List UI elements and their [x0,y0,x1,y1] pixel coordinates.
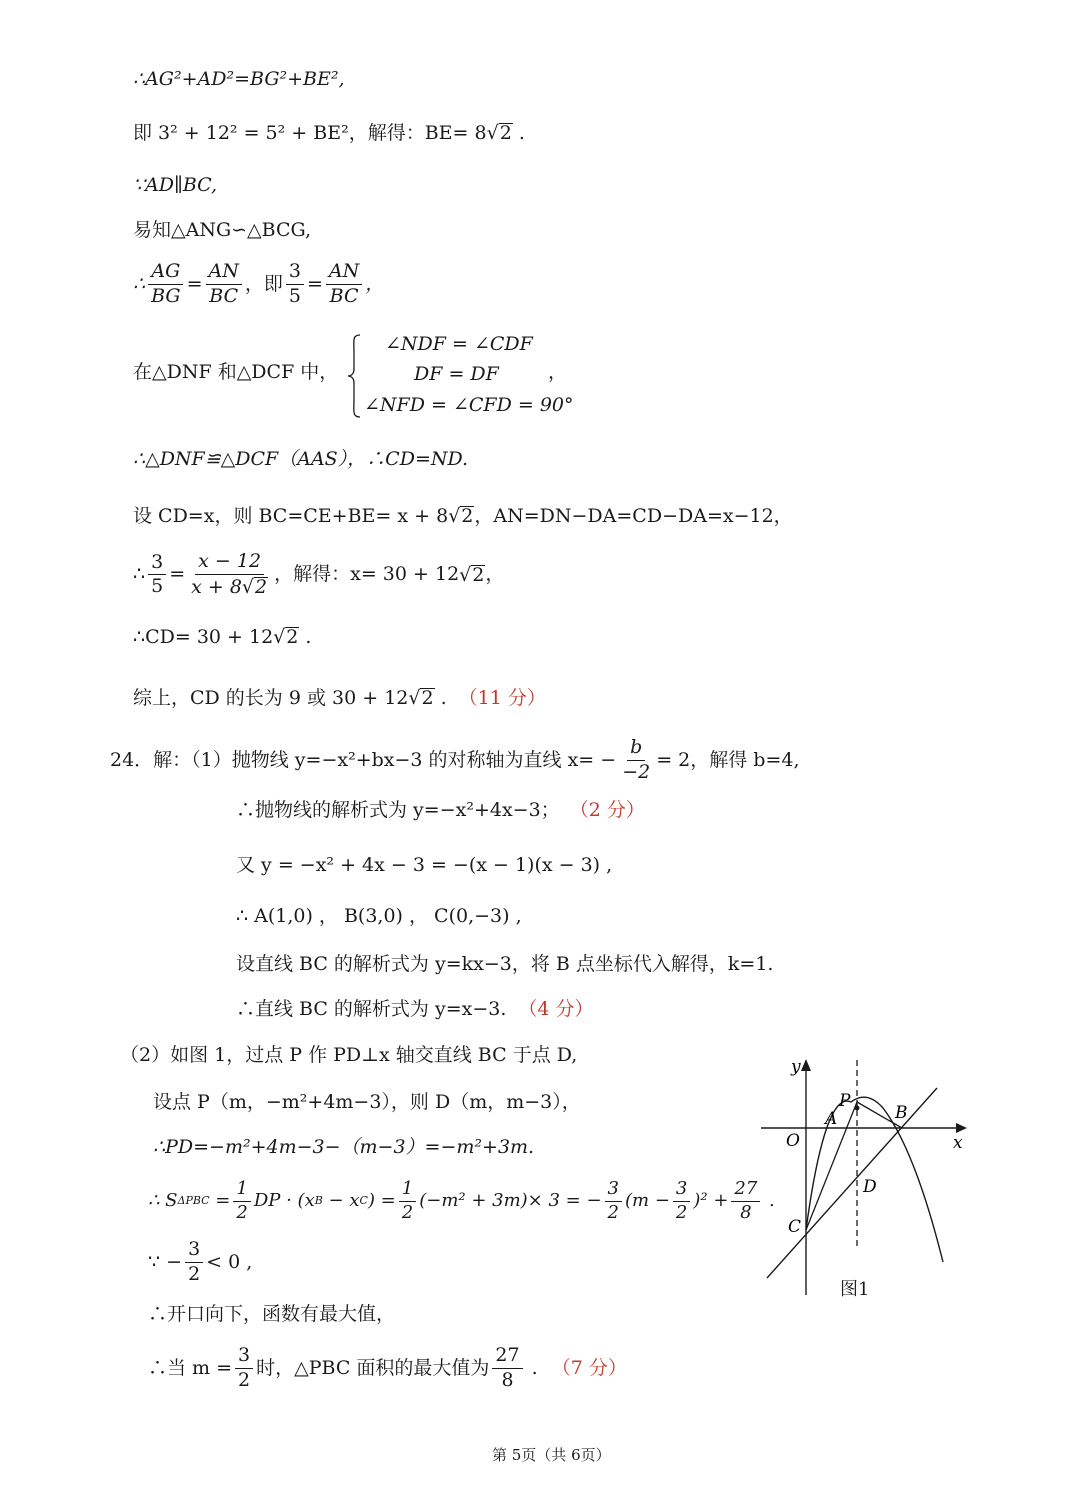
fraction-3-2-b: $\frac{3}{2}$ [673,1180,690,1223]
fraction-ag-bg: $\frac{AG}{BG}$ [148,262,184,307]
score-badge: （11 分） [458,686,546,709]
score-badge: （7 分） [551,1356,627,1379]
sqrt-2: √ 2 [459,563,485,586]
fraction-3-2-c: $\frac{3}{2}$ [185,1240,203,1285]
area-formula-line: ∴ S ΔPBC = $\frac{1}{2}$ DP · (x B − x C ) = $\frac{1}{2}$ (−m² + 3m)× 3 = − $\frac{3}{2}$ (m − $\frac{3}{2}$ )² + $\frac{27}{8}$ . [148,1178,775,1223]
fraction-b-neg2: $\frac{b}{-2}$ [622,736,651,783]
page-footer: 第 5页（共 6页） [492,1446,611,1464]
fraction-x-expression: x − 12 x + 8√ 2 [191,550,268,598]
system-row-1: ∠NDF = ∠CDF [385,333,533,355]
label-d: D [863,1177,877,1197]
label-p: P [839,1091,851,1111]
parabola-formula-line: ∴抛物线的解析式为 y=−x²+4x−3； （2 分） [236,799,645,821]
fraction-1-2: $\frac{1}{2}$ [233,1180,250,1223]
label-c: C [788,1217,802,1237]
line-bc-setup: 设直线 BC 的解析式为 y=kx−3，将 B 点坐标代入解得，k=1. [236,953,774,975]
equation-line-1: ∴AG²+AD²=BG²+BE², [133,68,345,90]
equation-line-10: ∴CD= 30 + 12 √ 2 . [133,625,312,648]
equation-line-2: 即 3² + 12² = 5² + BE²，解得：BE= 8 √ 2 . [133,121,525,144]
max-area-line: ∴当 m = $\frac{3}{2}$ 时，△PBC 面积的最大值为 $\frac{27}{8}$ . （7 分） [148,1344,627,1391]
label-x: x [953,1133,963,1153]
sqrt-2: √ 2 [448,505,474,527]
point-p-dot [855,1106,860,1111]
factor-line: 又 y = −x² + 4x − 3 = −(x − 1)(x − 3) , [236,854,613,876]
y-axis-arrow-icon [801,1059,811,1071]
points-line: ∴ A(1,0) ， B(3,0) ， C(0,−3) , [236,905,522,927]
fraction-3-5: $\frac{3}{5}$ [286,262,304,307]
fraction-3-5: $\frac{3}{5}$ [148,553,166,598]
label-o: O [786,1131,800,1151]
figure-caption: 图1 [840,1279,870,1300]
opens-down-line: ∴开口向下，函数有最大值， [148,1303,396,1325]
equation-line-8: 设 CD=x，则 BC=CE+BE= x + 8 √ 2 ，AN=DN−DA=CD−DA=x−12， [133,504,793,527]
fraction-3-2: $\frac{3}{2}$ [605,1180,622,1223]
question-24-line: 24．解：（1）抛物线 y=−x²+bx−3 的对称轴为直线 x= − $\frac{b}{-2}$ = 2，解得 b=4, [110,736,800,783]
x-axis-arrow-icon [956,1123,967,1133]
pd-line: ∴PD=−m²+4m−3−（m−3）=−m²+3m. [153,1136,535,1158]
label-y: y [791,1057,801,1077]
equation-line-4: 易知△ANG∽△BCG, [133,219,312,241]
fraction-27-8-b: $\frac{27}{8}$ [492,1346,522,1391]
fraction-an-bc-2: $\frac{AN}{BC}$ [326,262,362,307]
label-b: B [895,1103,908,1123]
brace-icon [346,333,366,419]
line-bc [767,1088,937,1278]
fraction-27-8: $\frac{27}{8}$ [731,1180,760,1223]
equation-line-9: ∴ $\frac{3}{5}$ = x − 12 x + 8√ 2 ，解得：x= 30 + 12 √ 2 ， [133,550,505,598]
equation-line-6-label: 在△DNF 和△DCF 中， [133,361,339,383]
line-bc-result: ∴直线 BC 的解析式为 y=x−3. （4 分） [236,998,594,1020]
label-a: A [825,1109,838,1129]
sqrt-2: √ 2 [486,122,512,144]
conclusion-line: 综上，CD 的长为 9 或 30 + 12 √ 2 . （11 分） [133,686,546,709]
sqrt-2: √ 2 [241,575,268,598]
system-end: ， [548,361,568,383]
figure-1-graph [755,1050,975,1310]
part-2-line: （2）如图 1，过点 P 作 PD⊥x 轴交直线 BC 于点 D, [120,1044,578,1066]
sqrt-2: √ 2 [408,687,434,709]
fraction-3-2-d: $\frac{3}{2}$ [235,1346,253,1391]
fraction-an-bc: $\frac{AN}{BC}$ [206,262,242,307]
fraction-1-2-b: $\frac{1}{2}$ [399,1180,416,1223]
negative-coefficient-line: ∵ − $\frac{3}{2}$ < 0 , [148,1238,253,1285]
equation-line-7: ∴△DNF≌△DCF（AAS），∴CD=ND. [133,448,469,470]
sqrt-2: √ 2 [273,626,299,648]
score-badge: （4 分） [518,998,594,1020]
point-p-line: 设点 P（m，−m²+4m−3），则 D（m，m−3）， [153,1091,581,1113]
system-row-2: DF = DF [414,363,499,385]
score-badge: （2 分） [569,799,645,821]
equation-line-5: ∴ $\frac{AG}{BG}$ = $\frac{AN}{BC}$ ，即 $\frac{3}{5}$ = $\frac{AN}{BC}$ ， [133,260,385,307]
system-row-3: ∠NFD = ∠CFD = 90° [364,394,574,416]
equation-line-3: ∵AD∥BC, [133,174,218,196]
